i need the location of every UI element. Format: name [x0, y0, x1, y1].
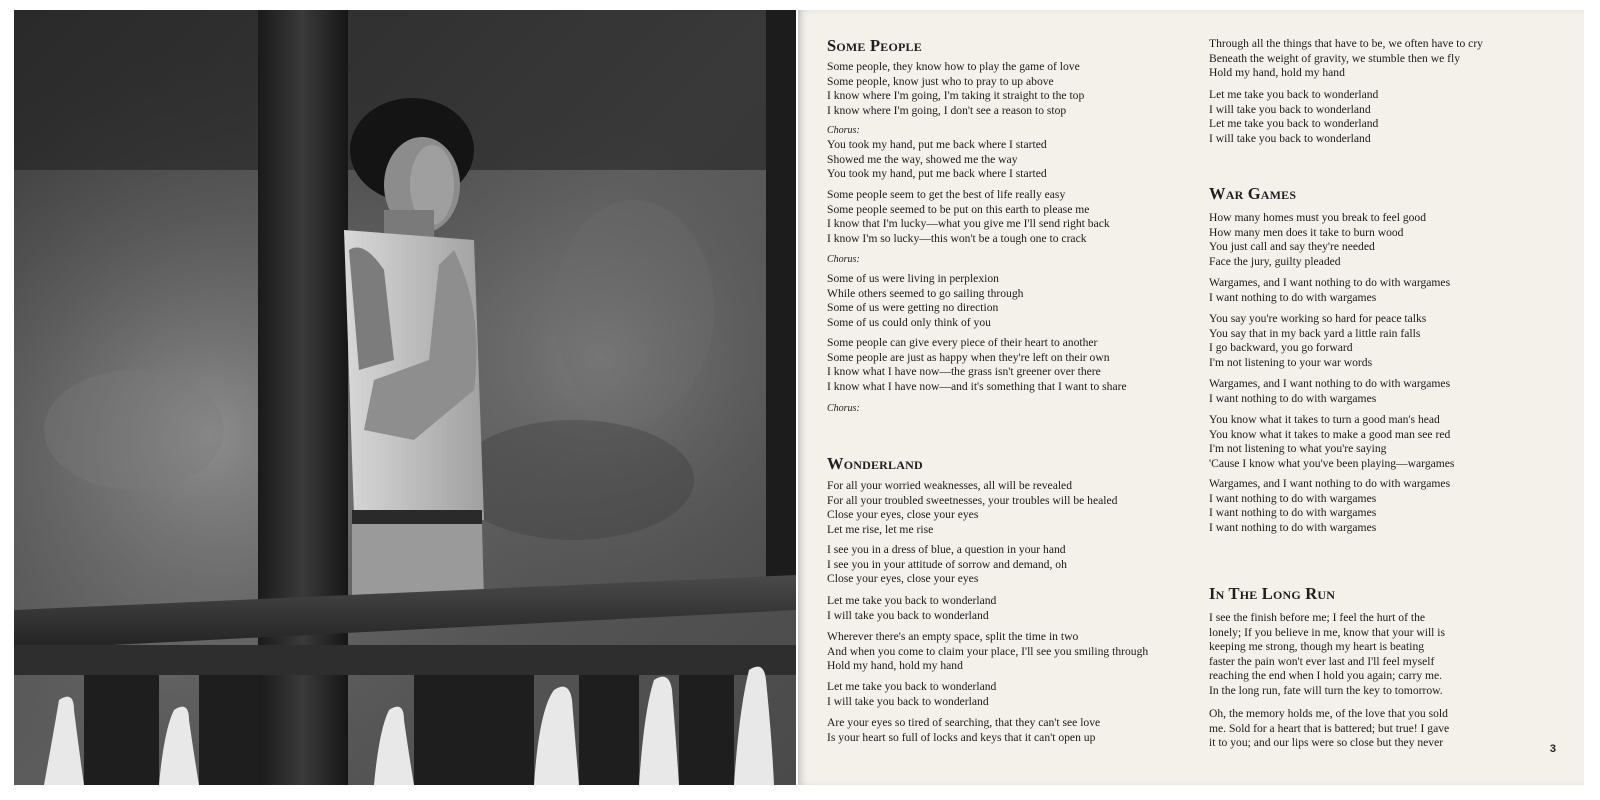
- lyric-line: Let me rise, let me rise: [827, 522, 934, 536]
- lyric-line: 'Cause I know what you've been playing—wargames: [1209, 456, 1455, 470]
- lyric-line: Some people seem to get the best of life really easy: [827, 188, 1066, 201]
- stanza: [1209, 88, 1574, 146]
- lyric-line: You took my hand, put me back where I started: [827, 138, 1047, 151]
- song-title-war-games: War Games: [1209, 184, 1297, 203]
- lyric-line: I know what I have now—the grass isn't greener over there: [827, 365, 1101, 379]
- lyric-line: it to you; and our lips were so close but they never: [1209, 736, 1444, 750]
- lyric-line: reaching the end when I hold you again; carry me.: [1209, 669, 1443, 683]
- lyrics-page: [798, 10, 1584, 785]
- lyric-line: Let me take you back to wonderland: [1209, 117, 1379, 131]
- stanza: [1209, 477, 1574, 535]
- lyric-line: I'm not listening to your war words: [1209, 355, 1373, 369]
- lyric-line: I will take you back to wonderland: [1209, 102, 1371, 116]
- lyric-line: Close your eyes, close your eyes: [827, 572, 979, 586]
- lyric-line: Face the jury, guilty pleaded: [1209, 254, 1341, 268]
- lyric-line: I want nothing to do with wargames: [1209, 391, 1377, 405]
- lyric-line: Oh, the memory holds me, of the love that you sold: [1209, 707, 1448, 720]
- lyric-line: I want nothing to do with wargames: [1209, 520, 1377, 534]
- stanza: [827, 594, 1197, 623]
- lyric-line: I want nothing to do with wargames: [1209, 491, 1377, 505]
- photo-page: [14, 10, 796, 785]
- lyric-line: Wargames, and I want nothing to do with wargames: [1209, 377, 1451, 390]
- stanza: [1209, 211, 1574, 269]
- lyric-line: I want nothing to do with wargames: [1209, 290, 1377, 304]
- lyric-line: Is your heart so full of locks and keys that it can't open up: [827, 730, 1096, 744]
- stanza: [827, 543, 1197, 587]
- lyric-line: Wargames, and I want nothing to do with wargames: [1209, 276, 1451, 289]
- lyric-line: How many homes must you break to feel good: [1209, 211, 1427, 224]
- lyric-line: Showed me the way, showed me the way: [827, 152, 1018, 166]
- lyric-line: For all your troubled sweetnesses, your troubles will be healed: [827, 493, 1118, 507]
- lyric-line: Let me take you back to wonderland: [827, 680, 997, 693]
- lyric-line: I know where I'm going, I'm taking it straight to the top: [827, 89, 1085, 103]
- stanza: [1209, 276, 1574, 305]
- lyric-line: How many men does it take to burn wood: [1209, 225, 1404, 239]
- lyric-line: I know I'm so lucky—this won't be a tough one to crack: [827, 231, 1087, 245]
- lyric-line: Some people can give every piece of their heart to another: [827, 336, 1098, 349]
- lyric-line: You just call and say they're needed: [1209, 240, 1375, 254]
- lyric-line: I know that I'm lucky—what you give me I'll send right back: [827, 217, 1110, 231]
- stanza: [1209, 312, 1574, 370]
- stanza: [827, 138, 1197, 182]
- lyric-line: Some people seemed to be put on this earth to please me: [827, 202, 1090, 216]
- lyric-line: Wargames, and I want nothing to do with wargames: [1209, 477, 1451, 490]
- stanza: [827, 680, 1197, 709]
- lyric-line: I will take you back to wonderland: [827, 608, 989, 622]
- stanza: [1209, 611, 1574, 699]
- lyric-line: I see the finish before me; I feel the hurt of the: [1209, 611, 1426, 624]
- lyric-line: While others seemed to go sailing through: [827, 286, 1024, 300]
- lyric-line: You say that in my back yard a little rain falls: [1209, 326, 1421, 340]
- lyric-line: I see you in a dress of blue, a question in your hand: [827, 543, 1066, 556]
- lyric-line: me. Sold for a heart that is battered; but true! I gave: [1209, 721, 1450, 735]
- song-title-wonderland: Wonderland: [827, 454, 923, 473]
- lyric-line: Hold my hand, hold my hand: [827, 659, 963, 673]
- lyric-line: I want nothing to do with wargames: [1209, 506, 1377, 520]
- photograph: [14, 10, 796, 785]
- chorus-label: Chorus:: [827, 403, 860, 414]
- lyric-line: Some people, they know how to play the game of love: [827, 60, 1080, 73]
- lyric-line: Some of us were living in perplexion: [827, 272, 999, 285]
- stanza: [827, 188, 1197, 246]
- lyric-line: I will take you back to wonderland: [827, 694, 989, 708]
- lyric-line: In the long run, fate will turn the key to tomorrow.: [1209, 683, 1443, 697]
- lyric-line: Beneath the weight of gravity, we stumble then we fly: [1209, 51, 1461, 65]
- lyric-line: You know what it takes to make a good man see red: [1209, 427, 1451, 441]
- lyric-line: Wherever there's an empty space, split the time in two: [827, 630, 1079, 643]
- lyric-line: Are your eyes so tired of searching, that they can't see love: [827, 716, 1101, 729]
- stanza: [827, 336, 1197, 394]
- lyric-line: lonely; If you believe in me, know that your will is: [1209, 625, 1446, 639]
- lyric-line: I know where I'm going, I don't see a reason to stop: [827, 103, 1067, 117]
- lyric-line: Some of us were getting no direction: [827, 301, 999, 315]
- lyric-line: faster the pain won't ever last and I'll feel myself: [1209, 654, 1435, 668]
- stanza: [1209, 37, 1574, 81]
- lyric-line: Hold my hand, hold my hand: [1209, 66, 1345, 80]
- song-title-in-the-long-run: In The Long Run: [1209, 584, 1336, 603]
- lyric-line: You took my hand, put me back where I started: [827, 167, 1047, 181]
- lyric-line: I see you in your attitude of sorrow and demand, oh: [827, 557, 1067, 571]
- lyric-line: Through all the things that have to be, we often have to cry: [1209, 37, 1483, 50]
- lyric-line: You say you're working so hard for peace talks: [1209, 312, 1427, 325]
- stanza: [827, 272, 1197, 330]
- lyric-line: For all your worried weaknesses, all will be revealed: [827, 479, 1072, 492]
- lyric-line: Let me take you back to wonderland: [827, 594, 997, 607]
- lyric-line: keeping me strong, though my heart is beating: [1209, 640, 1425, 654]
- stanza: [827, 479, 1197, 537]
- chorus-label: Chorus:: [827, 254, 860, 265]
- page-number: 3: [1549, 743, 1556, 755]
- stanza: [827, 630, 1197, 674]
- stanza: [1209, 707, 1574, 751]
- chorus-label: Chorus:: [827, 125, 860, 136]
- lyric-line: I know what I have now—and it's something that I want to share: [827, 379, 1127, 393]
- lyric-line: Some people, know just who to pray to up above: [827, 74, 1054, 88]
- stanza: [827, 60, 1197, 118]
- stanza: [1209, 413, 1574, 471]
- lyric-line: Some people are just as happy when they're left on their own: [827, 350, 1110, 364]
- stanza: [827, 716, 1197, 745]
- lyric-line: And when you come to claim your place, I'll see you smiling through: [827, 644, 1149, 658]
- lyric-line: You know what it takes to turn a good man's head: [1209, 413, 1440, 426]
- lyric-line: Some of us could only think of you: [827, 315, 991, 329]
- lyric-line: Close your eyes, close your eyes: [827, 508, 979, 522]
- lyric-line: I will take you back to wonderland: [1209, 131, 1371, 145]
- man-figure: [344, 98, 484, 600]
- lyric-line: I go backward, you go forward: [1209, 341, 1353, 355]
- song-title-some-people: Some People: [827, 36, 922, 55]
- lyric-line: I'm not listening to what you're saying: [1209, 442, 1387, 456]
- lyric-line: Let me take you back to wonderland: [1209, 88, 1379, 101]
- stanza: [1209, 377, 1574, 406]
